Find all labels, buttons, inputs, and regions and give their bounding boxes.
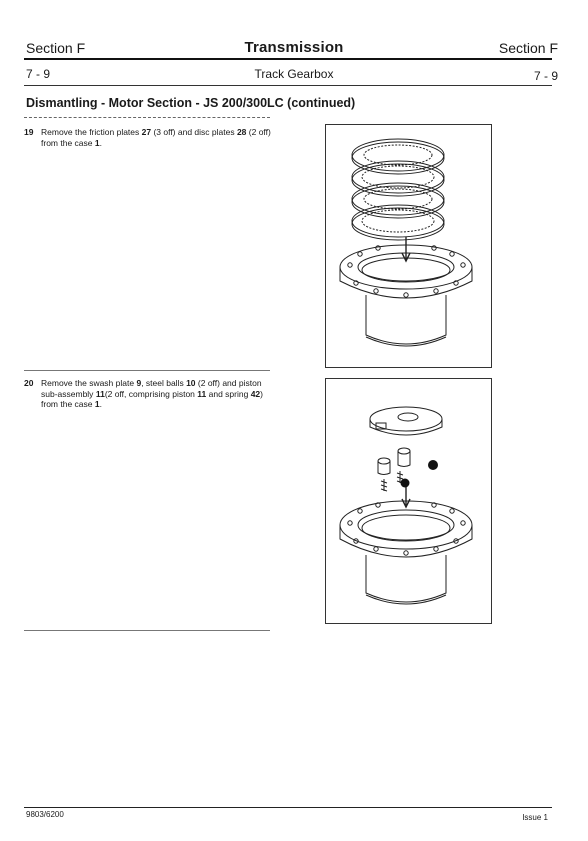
part-reference: 28 bbox=[236, 127, 247, 137]
step-20 bbox=[24, 378, 274, 410]
part-reference: 42 bbox=[250, 388, 261, 399]
issue-label: Issue 1 bbox=[522, 813, 548, 822]
procedure-title: Dismantling - Motor Section - JS 200/300LC (continued) bbox=[26, 96, 356, 110]
step-number: 19 bbox=[24, 127, 34, 137]
step-19 bbox=[24, 127, 274, 148]
part-reference: 1 bbox=[94, 399, 100, 409]
header-divider bbox=[24, 58, 552, 60]
document-number: 9803/6200 bbox=[26, 810, 64, 819]
step-text-part: (2 off, comprising piston bbox=[104, 388, 198, 399]
step-text bbox=[41, 127, 274, 148]
step-divider bbox=[24, 370, 270, 371]
step-text-part: (3 off) and disc plates bbox=[151, 127, 237, 137]
part-reference: 1 bbox=[94, 137, 100, 148]
step-text-part: . bbox=[99, 399, 102, 409]
step-text-part: Remove the friction plates bbox=[41, 127, 142, 137]
step-text-part: ) from the case bbox=[41, 388, 263, 409]
section-end-divider bbox=[24, 630, 270, 631]
step-text-part: (2 off) from the case bbox=[41, 127, 271, 148]
subheader-divider bbox=[24, 85, 552, 86]
part-reference: 11 bbox=[197, 388, 207, 399]
page-number-right: 7 - 9 bbox=[533, 69, 558, 83]
footer-divider bbox=[24, 807, 552, 808]
section-label-left: Section F bbox=[26, 40, 86, 56]
part-reference: 10 bbox=[186, 378, 196, 388]
swash-plate-illustration bbox=[326, 379, 491, 623]
step-text-part: and spring bbox=[206, 388, 251, 399]
figure-friction-plates bbox=[325, 124, 492, 368]
step-text-part: , steel balls bbox=[141, 378, 187, 388]
friction-plates-illustration bbox=[326, 125, 491, 367]
part-reference: 9 bbox=[136, 378, 142, 388]
part-reference: 11 bbox=[95, 388, 105, 399]
section-label-right: Section F bbox=[498, 40, 558, 56]
step-text-part: (2 off) and piston sub-assembly bbox=[41, 378, 262, 399]
part-reference: 27 bbox=[141, 127, 152, 137]
title-underline bbox=[24, 117, 270, 118]
step-text bbox=[41, 378, 274, 410]
page-title: Transmission bbox=[244, 39, 344, 56]
figure-swash-plate bbox=[325, 378, 492, 624]
page-number-left: 7 - 9 bbox=[26, 67, 51, 81]
step-text-part: . bbox=[99, 137, 102, 148]
step-number: 20 bbox=[24, 378, 34, 388]
step-text-part: Remove the swash plate bbox=[41, 378, 137, 388]
page-subtitle: Track Gearbox bbox=[254, 67, 334, 81]
